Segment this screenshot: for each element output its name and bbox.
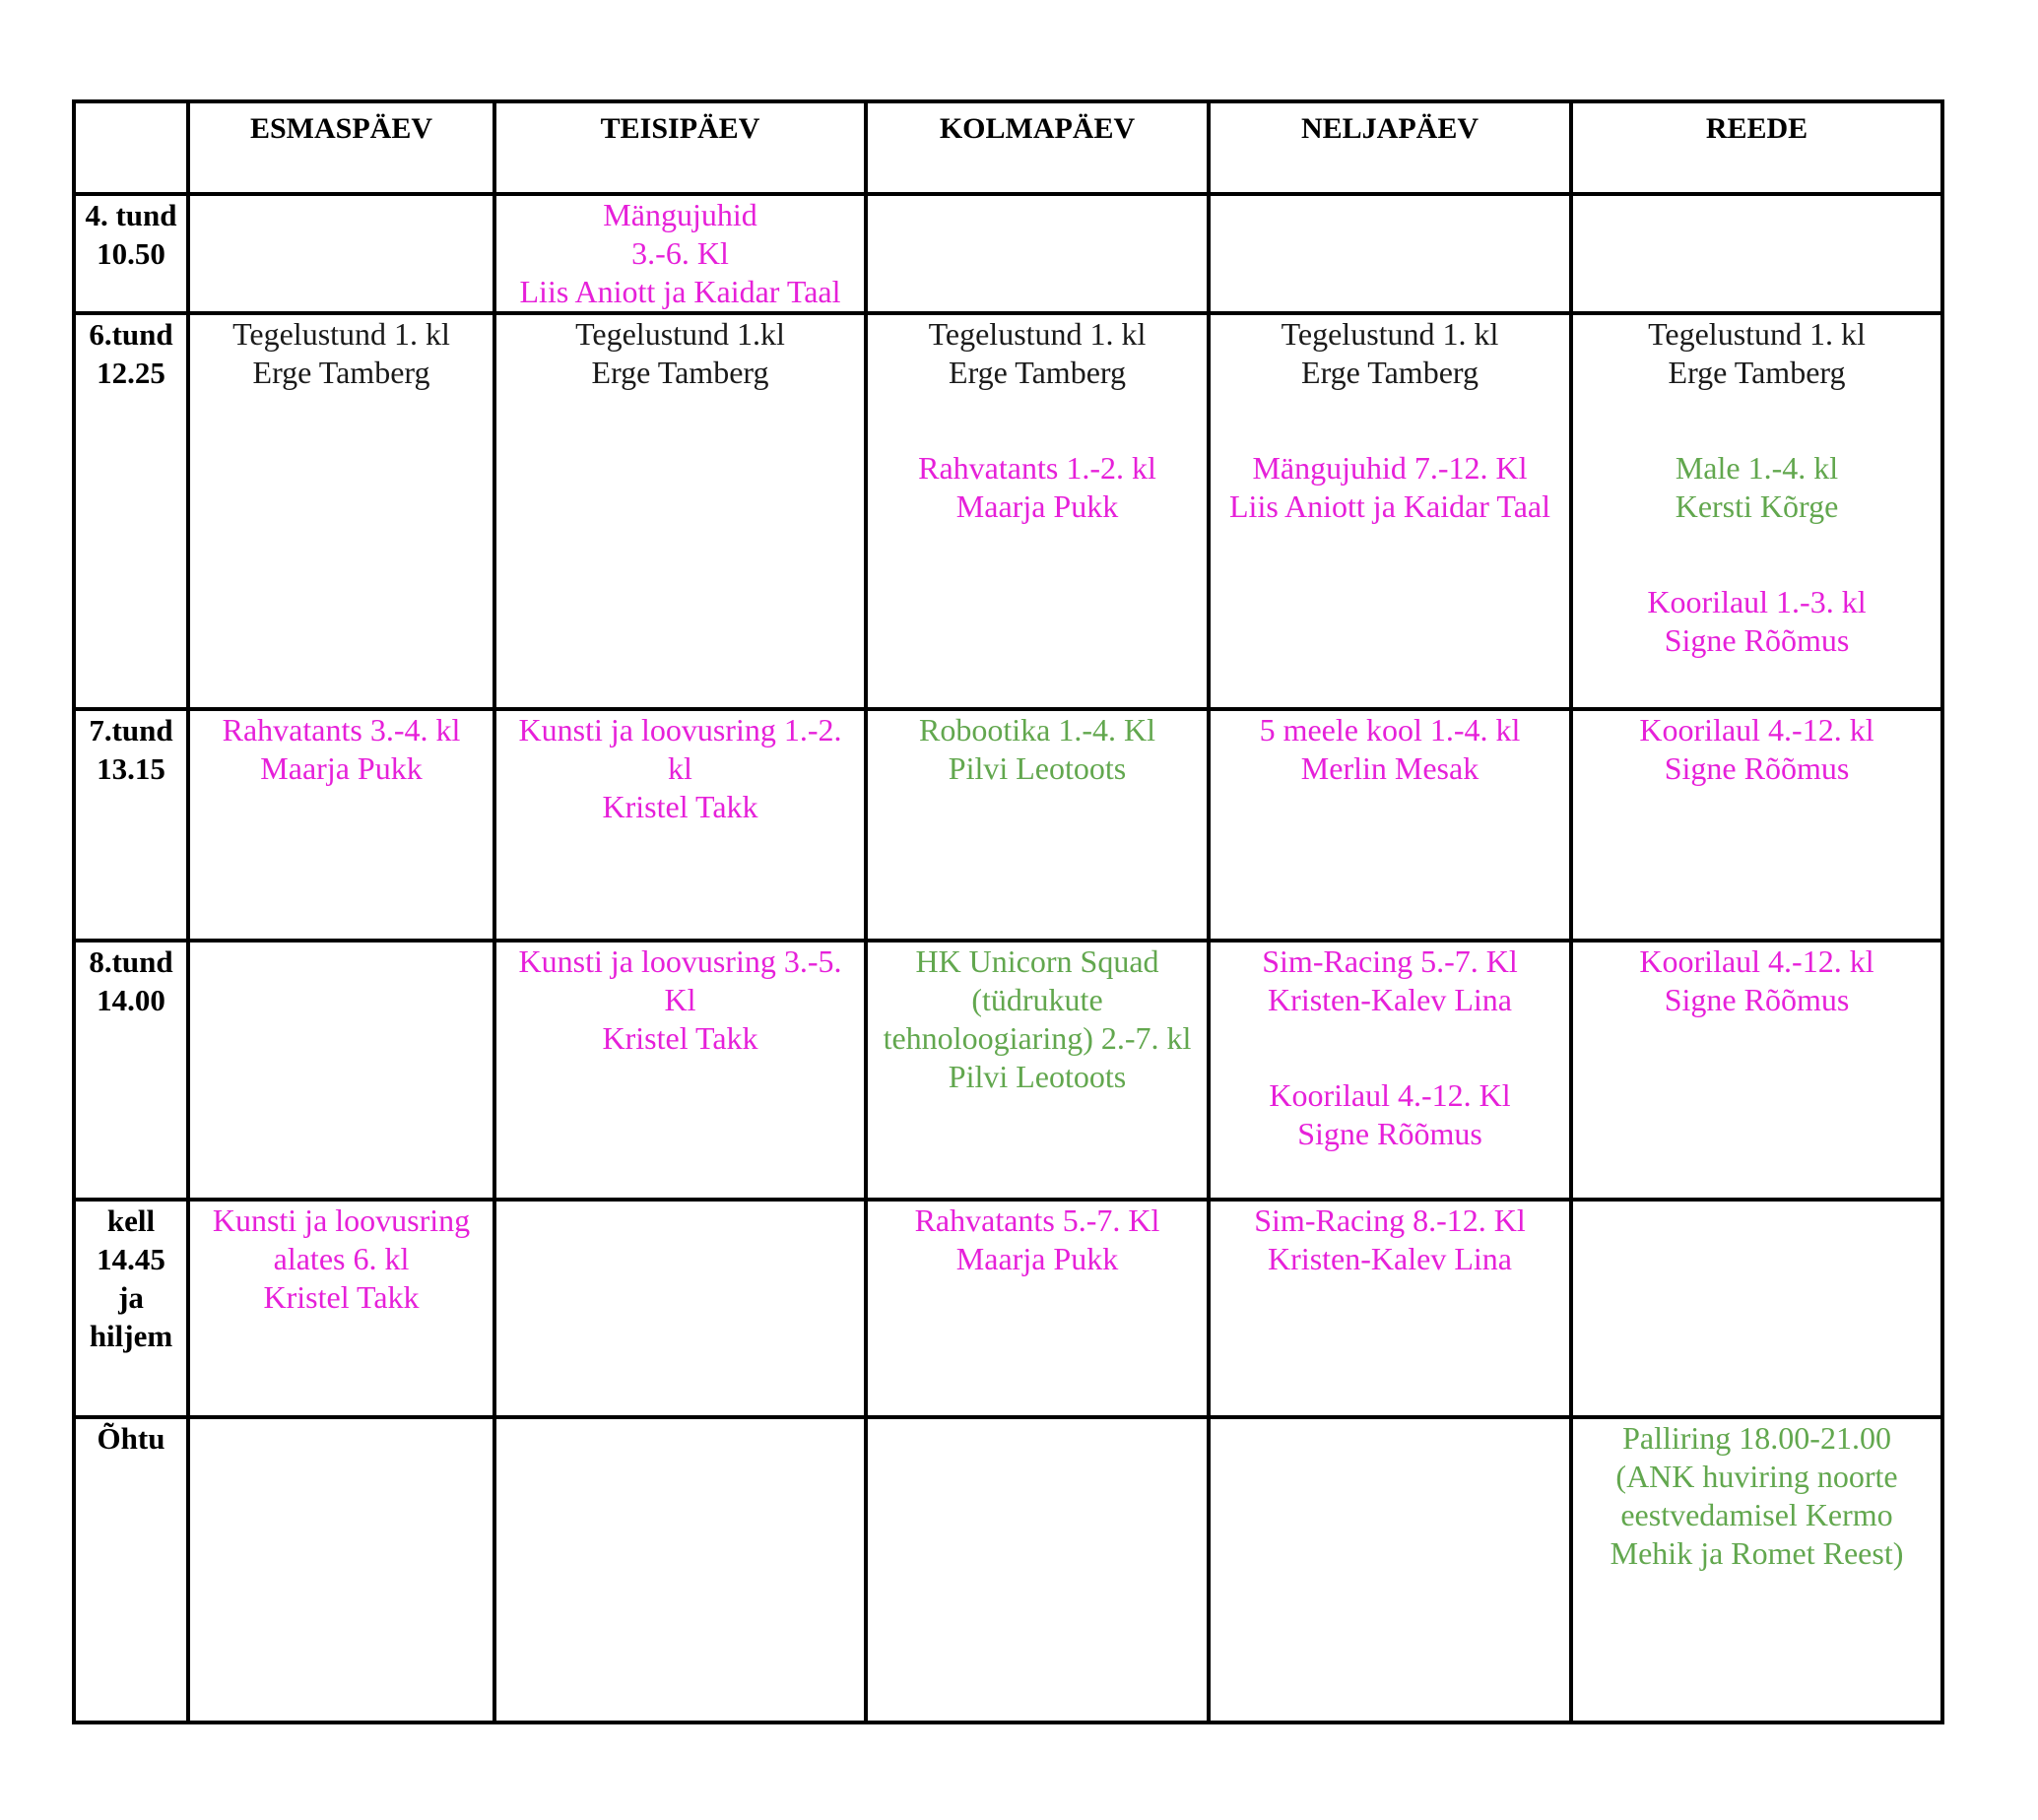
activity-line: tehnoloogiaring) 2.-7. kl (883, 1020, 1192, 1056)
activity-line: Kunsti ja loovusring 3.-5. (518, 943, 842, 979)
schedule-cell-friday (1571, 313, 1942, 709)
schedule-cell-tuesday (494, 709, 866, 941)
schedule-cell-wednesday (866, 1417, 1209, 1722)
activity-entry (1573, 315, 1940, 392)
activity-entry (1211, 315, 1569, 392)
time-slot-label: 13.15 (97, 751, 165, 786)
schedule-table (72, 99, 1944, 1724)
activity-line: Palliring 18.00-21.00 (1622, 1420, 1891, 1456)
activity-line: Liis Aniott ja Kaidar Taal (1229, 488, 1550, 524)
activity-line: (tüdrukute (971, 982, 1103, 1017)
schedule-cell-monday (188, 313, 494, 709)
header-corner-cell (74, 101, 188, 194)
activity-line: Mängujuhid (603, 197, 757, 232)
activity-entry (190, 315, 493, 392)
activity-entry (1573, 942, 1940, 1019)
activity-line: Kunsti ja loovusring 1.-2. (518, 712, 842, 748)
activity-line: Tegelustund 1.kl (575, 316, 785, 352)
time-slot-label: 12.25 (97, 356, 165, 390)
schedule-cell-friday (1571, 941, 1942, 1200)
activity-entry (868, 315, 1207, 392)
time-slot-cell (74, 1200, 188, 1417)
activity-line: Signe Rõõmus (1664, 982, 1850, 1017)
time-slot-label: ja (118, 1280, 144, 1315)
activity-line: eestvedamisel Kermo (1620, 1497, 1893, 1532)
schedule-row (74, 941, 1942, 1200)
activity-entry (868, 942, 1207, 1096)
schedule-cell-friday (1571, 1200, 1942, 1417)
activity-entry (496, 942, 864, 1058)
activity-line: Sim-Racing 8.-12. Kl (1254, 1202, 1526, 1238)
activity-line: Signe Rõõmus (1664, 750, 1850, 786)
activity-line: Merlin Mesak (1300, 750, 1479, 786)
activity-line: Kristel Takk (602, 789, 758, 824)
time-slot-cell (74, 941, 188, 1200)
activity-line: Erge Tamberg (1668, 355, 1846, 390)
activity-entry (1573, 1419, 1940, 1573)
schedule-row (74, 709, 1942, 941)
activity-line: (ANK huviring noorte (1615, 1459, 1898, 1494)
schedule-cell-monday (188, 194, 494, 313)
schedule-row (74, 313, 1942, 709)
time-slot-label: kell (106, 1203, 156, 1238)
time-slot-label: 14.00 (97, 983, 165, 1017)
time-slot-label: hiljem (89, 1319, 173, 1353)
activity-line: Koorilaul 4.-12. kl (1639, 712, 1874, 748)
activity-entry (868, 711, 1207, 788)
schedule-cell-friday (1571, 709, 1942, 941)
schedule-cell-tuesday (494, 941, 866, 1200)
schedule-cell-friday (1571, 1417, 1942, 1722)
activity-line: Maarja Pukk (260, 750, 423, 786)
schedule-cell-thursday (1209, 1417, 1571, 1722)
activity-line: Erge Tamberg (949, 355, 1126, 390)
time-slot-label: Õhtu (97, 1421, 165, 1456)
activity-line: kl (668, 750, 692, 786)
activity-entry (190, 1202, 493, 1317)
day-header-wednesday: KOLMAPÄEV (866, 101, 1209, 194)
activity-entry (1573, 449, 1940, 526)
schedule-cell-thursday (1209, 313, 1571, 709)
activity-line: Signe Rõõmus (1664, 622, 1850, 658)
time-slot-label: 6.tund (89, 317, 173, 352)
schedule-cell-friday (1571, 194, 1942, 313)
schedule-row (74, 1417, 1942, 1722)
activity-line: Erge Tamberg (1301, 355, 1479, 390)
time-slot-cell (74, 1417, 188, 1722)
activity-entry (868, 1202, 1207, 1278)
schedule-row (74, 194, 1942, 313)
schedule-cell-monday (188, 941, 494, 1200)
header-row (74, 101, 1942, 194)
day-header-tuesday: TEISIPÄEV (494, 101, 866, 194)
activity-line: Robootika 1.-4. Kl (919, 712, 1155, 748)
activity-line: Koorilaul 4.-12. Kl (1269, 1077, 1511, 1113)
schedule-cell-monday (188, 1417, 494, 1722)
time-slot-cell (74, 709, 188, 941)
schedule-cell-monday (188, 1200, 494, 1417)
activity-line: Rahvatants 3.-4. kl (222, 712, 461, 748)
schedule-body (74, 194, 1942, 1722)
activity-line: HK Unicorn Squad (915, 943, 1159, 979)
schedule-cell-wednesday (866, 194, 1209, 313)
activity-line: Mängujuhid 7.-12. Kl (1252, 450, 1528, 486)
activity-line: Kristel Takk (602, 1020, 758, 1056)
schedule-cell-wednesday (866, 313, 1209, 709)
activity-entry (1573, 583, 1940, 660)
schedule-cell-tuesday (494, 194, 866, 313)
activity-entry (1211, 711, 1569, 788)
schedule-cell-wednesday (866, 1200, 1209, 1417)
schedule-row (74, 1200, 1942, 1417)
day-header-monday: ESMASPÄEV (188, 101, 494, 194)
activity-line: Kristel Takk (263, 1279, 420, 1315)
activity-line: Erge Tamberg (591, 355, 769, 390)
schedule-cell-tuesday (494, 1417, 866, 1722)
activity-line: Maarja Pukk (955, 1241, 1119, 1276)
activity-line: Pilvi Leotoots (948, 750, 1127, 786)
activity-line: Kristen-Kalev Lina (1268, 1241, 1512, 1276)
schedule-cell-wednesday (866, 941, 1209, 1200)
activity-line: Tegelustund 1. kl (1648, 316, 1866, 352)
activity-entry (1211, 1076, 1569, 1153)
time-slot-cell (74, 194, 188, 313)
activity-line: Sim-Racing 5.-7. Kl (1262, 943, 1518, 979)
time-slot-label: 4. tund (85, 198, 177, 232)
activity-line: alates 6. kl (273, 1241, 410, 1276)
activity-entry (868, 449, 1207, 526)
schedule-cell-thursday (1209, 941, 1571, 1200)
activity-line: Tegelustund 1. kl (928, 316, 1147, 352)
time-slot-label: 7.tund (89, 713, 173, 748)
activity-line: Kersti Kõrge (1675, 488, 1839, 524)
day-header-thursday: NELJAPÄEV (1209, 101, 1571, 194)
activity-entry (496, 711, 864, 826)
time-slot-label: 10.50 (97, 236, 165, 271)
activity-entry (1211, 942, 1569, 1019)
schedule-cell-tuesday (494, 313, 866, 709)
activity-entry (190, 711, 493, 788)
schedule-cell-monday (188, 709, 494, 941)
time-slot-cell (74, 313, 188, 709)
schedule-cell-tuesday (494, 1200, 866, 1417)
activity-line: Kl (664, 982, 696, 1017)
activity-line: Koorilaul 1.-3. kl (1647, 584, 1867, 619)
activity-line: Tegelustund 1. kl (1281, 316, 1499, 352)
schedule-cell-wednesday (866, 709, 1209, 941)
activity-line: Male 1.-4. kl (1675, 450, 1839, 486)
activity-line: Koorilaul 4.-12. kl (1639, 943, 1874, 979)
time-slot-label: 8.tund (89, 944, 173, 979)
day-header-friday: REEDE (1571, 101, 1942, 194)
schedule-cell-thursday (1209, 709, 1571, 941)
activity-entry (1573, 711, 1940, 788)
activity-entry (496, 315, 864, 392)
activity-line: Signe Rõõmus (1297, 1116, 1482, 1151)
activity-line: 3.-6. Kl (631, 235, 729, 271)
activity-line: Rahvatants 1.-2. kl (918, 450, 1156, 486)
activity-line: 5 meele kool 1.-4. kl (1259, 712, 1521, 748)
activity-line: Tegelustund 1. kl (232, 316, 450, 352)
activity-entry (496, 196, 864, 311)
activity-line: Erge Tamberg (252, 355, 430, 390)
activity-line: Mehik ja Romet Reest) (1610, 1535, 1904, 1571)
schedule-cell-thursday (1209, 1200, 1571, 1417)
activity-entry (1211, 449, 1569, 526)
activity-line: Kunsti ja loovusring (212, 1202, 471, 1238)
activity-line: Rahvatants 5.-7. Kl (914, 1202, 1160, 1238)
activity-line: Maarja Pukk (955, 488, 1119, 524)
time-slot-label: 14.45 (97, 1242, 165, 1276)
activity-line: Liis Aniott ja Kaidar Taal (519, 274, 841, 309)
schedule-cell-thursday (1209, 194, 1571, 313)
activity-entry (1211, 1202, 1569, 1278)
activity-line: Kristen-Kalev Lina (1268, 982, 1512, 1017)
activity-line: Pilvi Leotoots (948, 1059, 1127, 1094)
